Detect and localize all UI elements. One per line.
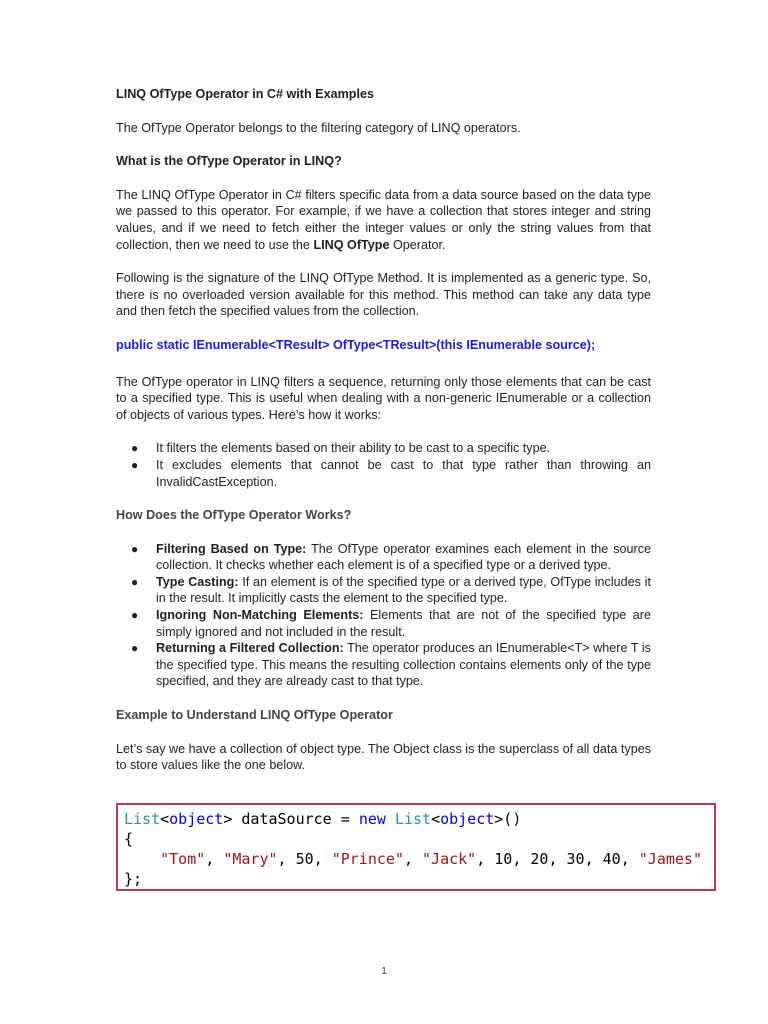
what-paragraph: [116, 187, 651, 253]
list-item: ● It filters the elements based on their ability to be cast to a specific type.: [131, 441, 551, 456]
code-line-3: "Tom", "Mary", 50, "Prince", "Jack", 10, 20, 30, 40, "James": [160, 850, 702, 868]
bullet-icon: ●: [131, 641, 139, 656]
what-text-a: The LINQ OfType Operator in C# filters specific data from a data source based on the data type we passed to this operator. For example, if we have a collection that stores integer and string values, and if we need to fetch either the integer values or only the string values from that collection, then we need to use the: [116, 187, 651, 252]
intro-paragraph: The OfType Operator belongs to the filtering category of LINQ operators.: [116, 120, 521, 135]
code-line-1: List<object> dataSource = new List<object>(): [124, 810, 522, 828]
bullet-icon: ●: [131, 541, 139, 556]
page-number: 1: [381, 966, 387, 977]
what-heading: What is the OfType Operator in LINQ?: [116, 154, 342, 169]
signature-code: public static IEnumerable<TResult> OfType<TResult>(this IEnumerable source);: [116, 337, 596, 352]
bullet-icon: ●: [131, 608, 139, 623]
document-body: [116, 86, 651, 791]
signature-paragraph: Following is the signature of the LINQ OfType Method. It is implemented as a generic type. So, there is no overloaded version available for this method. This method can take any data type and then fetch the specified values from the collection.: [116, 271, 651, 319]
filters-paragraph: The OfType operator in LINQ filters a sequence, returning only those elements that can be cast to a specified type. This is useful when dealing with a non-generic IEnumerable or a collection of objects of various types. Here’s how it works:: [116, 374, 651, 422]
list-item: ● Filtering Based on Type: The OfType operator examines each element in the source collection. It checks whether each element is of a specified type or a derived type.: [131, 541, 651, 573]
how-heading: How Does the OfType Operator Works?: [116, 508, 352, 523]
bullet-icon: ●: [131, 574, 139, 589]
document-title: LINQ OfType Operator in C# with Examples: [116, 87, 374, 101]
list-item: ● Ignoring Non-Matching Elements: Elements that are not of the specified type are simply ignored and not included in the result.: [131, 608, 651, 639]
code-line-2: {: [124, 830, 134, 848]
code-screenshot: [116, 803, 716, 891]
list-item: ● Type Casting: If an element is of the specified type or a derived type, OfType includes it in the result. It implicitly casts the element to the specified type.: [131, 574, 651, 606]
filter-bullet-list: [116, 440, 651, 490]
example-paragraph: Let’s say we have a collection of object type. The Object class is the superclass of all data types to store values like the one below.: [116, 741, 651, 773]
example-heading: Example to Understand LINQ OfType Operator: [116, 708, 393, 723]
list-item: ● Returning a Filtered Collection: The operator produces an IEnumerable<T> where T is the specified type. This means the resulting collection contains elements only of the type specified, and they are already cast to that type.: [131, 641, 651, 689]
list-item: ● It excludes elements that cannot be cast to that type rather than throwing an InvalidCastException.: [131, 457, 651, 489]
what-text-b: Operator.: [389, 237, 446, 252]
how-bullet-list: [116, 541, 651, 690]
what-text-bold: LINQ OfType: [313, 237, 390, 252]
bullet-icon: ●: [131, 441, 139, 456]
code-line-4: };: [124, 870, 143, 888]
bullet-icon: ●: [131, 457, 139, 472]
